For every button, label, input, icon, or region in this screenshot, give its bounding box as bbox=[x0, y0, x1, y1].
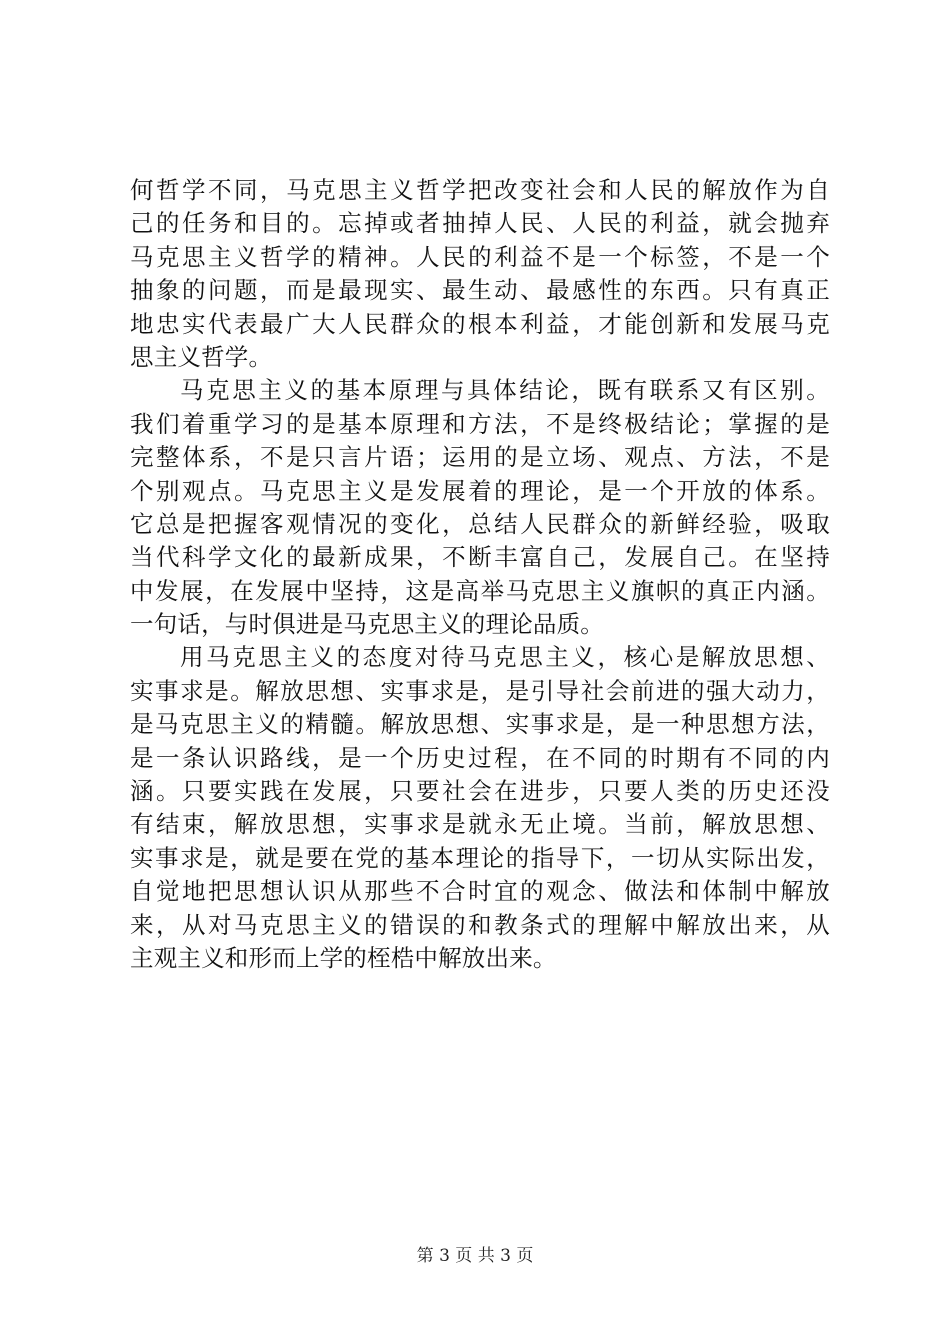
paragraph-3-line: 用马克思主义的态度对待马克思主义，核心是解放思想、 bbox=[180, 643, 830, 672]
paragraph-3-line: 是一条认识路线，是一个历史过程，在不同的时期有不同的内 bbox=[130, 743, 830, 772]
paragraph-3-line: 实事求是。解放思想、实事求是，是引导社会前进的强大动力， bbox=[130, 676, 830, 705]
paragraph-3-line: 涵。只要实践在发展，只要社会在进步，只要人类的历史还没 bbox=[130, 777, 830, 806]
paragraph-3-line: 有结束，解放思想，实事求是就永无止境。当前，解放思想、 bbox=[130, 810, 830, 839]
body-text bbox=[130, 174, 830, 975]
paragraph-3-line: 主观主义和形而上学的桎梏中解放出来。 bbox=[130, 943, 557, 972]
page-footer bbox=[0, 1244, 950, 1268]
paragraph-1-line: 何哲学不同，马克思主义哲学把改变社会和人民的解放作为自 bbox=[130, 176, 830, 204]
paragraph-2-line: 一句话，与时俱进是马克思主义的理论品质。 bbox=[130, 610, 604, 639]
paragraph-1-line: 抽象的问题，而是最现实、最生动、最感性的东西。只有真正 bbox=[130, 276, 830, 305]
paragraph-2-line: 个别观点。马克思主义是发展着的理论，是一个开放的体系。 bbox=[130, 476, 830, 505]
paragraph-1-line: 思主义哲学。 bbox=[130, 342, 273, 371]
paragraph-2-line: 我们着重学习的是基本原理和方法，不是终极结论；掌握的是 bbox=[130, 409, 830, 438]
paragraph-2-line: 它总是把握客观情况的变化，总结人民群众的新鲜经验，吸取 bbox=[130, 509, 830, 538]
paragraph-1-line: 地忠实代表最广大人民群众的根本利益，才能创新和发展马克 bbox=[130, 309, 830, 338]
paragraph-2-line: 当代科学文化的最新成果，不断丰富自己，发展自己。在坚持 bbox=[130, 543, 830, 572]
paragraph-3-line: 是马克思主义的精髓。解放思想、实事求是，是一种思想方法， bbox=[130, 710, 830, 739]
paragraph-1-line: 马克思主义哲学的精神。人民的利益不是一个标签，不是一个 bbox=[130, 242, 830, 271]
paragraph-1-line: 己的任务和目的。忘掉或者抽掉人民、人民的利益，就会抛弃 bbox=[130, 209, 830, 238]
paragraph-3-line: 来，从对马克思主义的错误的和教条式的理解中解放出来，从 bbox=[130, 910, 830, 939]
paragraph-2-line: 完整体系，不是只言片语；运用的是立场、观点、方法，不是 bbox=[130, 443, 830, 472]
paragraph-2-line: 马克思主义的基本原理与具体结论，既有联系又有区别。 bbox=[180, 376, 830, 405]
page-number-label: 第 3 页 共 3 页 bbox=[416, 1246, 534, 1266]
paragraph-2-line: 中发展，在发展中坚持，这是高举马克思主义旗帜的真正内涵。 bbox=[130, 576, 830, 605]
paragraph-3-line: 实事求是，就是要在党的基本理论的指导下，一切从实际出发， bbox=[130, 843, 830, 872]
paragraph-3-line: 自觉地把思想认识从那些不合时宜的观念、做法和体制中解放 bbox=[130, 877, 830, 906]
